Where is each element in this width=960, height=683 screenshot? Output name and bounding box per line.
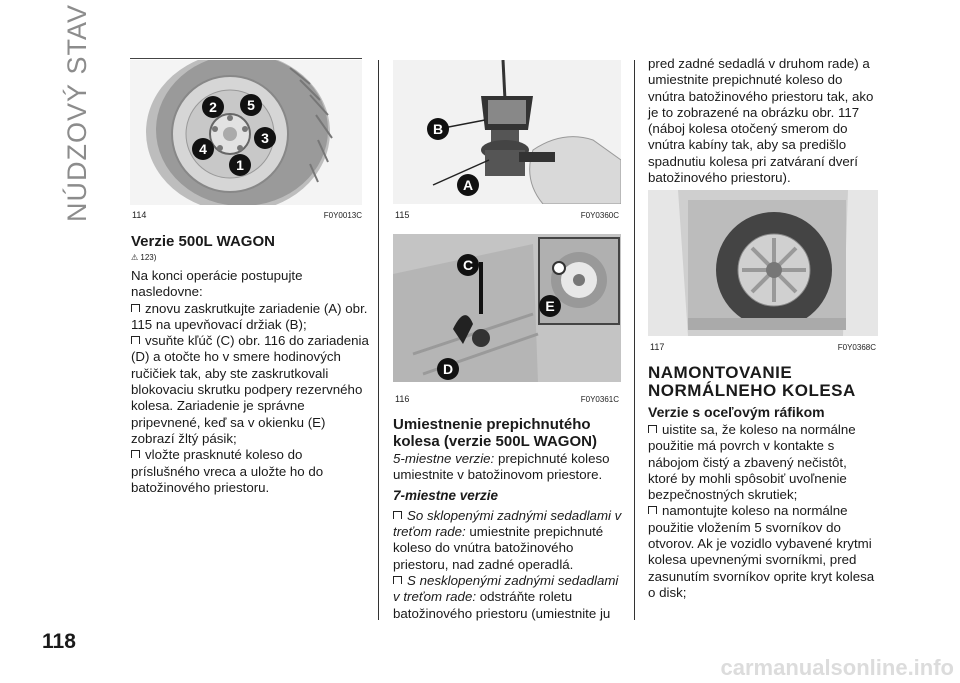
figure-117-spare-wheel-trunk	[648, 190, 878, 336]
warning-icon: ⚠	[131, 253, 139, 262]
fig116-code: F0Y0361C	[580, 395, 619, 404]
fig117-number: 117	[650, 342, 665, 352]
fig114-label-5: 5	[240, 94, 262, 116]
col1-bullet-3: vložte prasknuté koleso do príslušného vreca a uložte ho do batožinového priestoru.	[131, 447, 324, 495]
col1-bullet-2: vsuňte kľúč (C) obr. 116 do zariadenia (D) a otočte ho v smere hodinových ručičiek tak, aby ste zaskrutkovali blokovaciu skrutku podpery rezervného kolesa. Zariadenie je správne pripevnené, keď sa v okienku (E) zobrazí žltý pásik;	[131, 333, 369, 446]
col3-bullet-2: namontujte koleso na normálne použitie vložením 5 svorníkov do otvorov. Ak je vozidlo vybavené krytmi kolesa upevnenými svorníkmi, pred zasunutím svorníkov oprite kryt kolesa o disk;	[648, 503, 875, 600]
col2-bullet-2: S nesklopenými zadnými sedadlami v treťom rade: odstráňte roletu batožinového priestoru (umiestnite ju	[393, 573, 619, 621]
bullet-icon	[131, 336, 140, 344]
fig117-code: F0Y0368C	[837, 343, 876, 352]
fig115-code: F0Y0360C	[580, 211, 619, 220]
bullet-icon	[648, 425, 657, 433]
fig114-label-2: 2	[202, 96, 224, 118]
figure-114-wheel	[130, 60, 362, 205]
col2-body	[393, 451, 625, 622]
col1-heading: Verzie 500L WAGON	[131, 233, 275, 250]
figure-116-blocking-screw	[393, 234, 621, 382]
bullet-icon	[131, 450, 140, 458]
col1-body	[131, 268, 369, 496]
warning-ref-number: 123)	[140, 253, 157, 262]
col3-top-text: pred zadné sedadlá v druhom rade) a umiestnite prepichnuté koleso do vnútra batožinového priestoru tak, ako je to zobrazené na obrázku obr. 117 (náboj kolesa otočený smerom do vnútra kabíny tak, aby sa predišlo spadnutiu kolesa pri zatváraní dverí batožinového priestoru).	[648, 56, 874, 186]
col1-intro: Na konci operácie postupujte nasledovne:	[131, 268, 303, 300]
fig116-number: 116	[395, 394, 410, 404]
fig114-label-1: 1	[229, 154, 251, 176]
warning-ref	[131, 253, 156, 262]
fig114-number: 114	[132, 210, 147, 220]
fig116-label-E: E	[539, 295, 561, 317]
fig115-label-B: B	[427, 118, 449, 140]
footer-watermark: carmanualsonline.info	[720, 655, 954, 680]
fig116-label-C: C	[457, 254, 479, 276]
figure-115-jack-holder	[393, 60, 621, 204]
col3-bullet-1: uistite sa, že koleso na normálne použitie má povrch v kontakte s nábojom čistý a zbavený nečistôt, ktoré by mohli spôsobiť uvoľnenie bezpečnostných skrutiek;	[648, 422, 856, 503]
col1-bullet-1: znovu zaskrutkujte zariadenie (A) obr. 115 na upevňovací držiak (B);	[131, 300, 368, 332]
fig115-number: 115	[395, 210, 410, 220]
fig115-label-A: A	[457, 174, 479, 196]
bullet-icon	[131, 304, 140, 312]
fig114-code: F0Y0013C	[323, 211, 362, 220]
col2-heading: Umiestnenie prepichnutého kolesa (verzie 500L WAGON)	[393, 416, 597, 450]
fig114-label-4: 4	[192, 138, 214, 160]
figure-top-rule	[130, 58, 362, 59]
fig114-label-3: 3	[254, 127, 276, 149]
column-divider-1	[378, 60, 379, 620]
section-side-title: NÚDZOVÝ STAV	[62, 3, 92, 222]
bullet-icon	[393, 576, 402, 584]
bullet-icon	[393, 511, 402, 519]
fig116-label-D: D	[437, 358, 459, 380]
col2-bullet-1: So sklopenými zadnými sedadlami v treťom rade: umiestnite prepichnuté koleso do vnútra batožinového priestoru, nad zadné operadlá.	[393, 507, 622, 572]
col2-subheading: 7-miestne verzie	[393, 487, 499, 503]
column-divider-2	[634, 60, 635, 620]
col2-para-1: 5-miestne verzie: prepichnuté koleso umiestnite v batožinovom priestore.	[393, 451, 610, 483]
page-number: 118	[42, 630, 76, 653]
col3-main-heading: NAMONTOVANIE NORMÁLNEHO KOLESA	[648, 363, 856, 400]
col3-body	[648, 422, 880, 601]
col3-subheading: Verzie s oceľovým ráfikom	[648, 404, 825, 420]
bullet-icon	[648, 506, 657, 514]
